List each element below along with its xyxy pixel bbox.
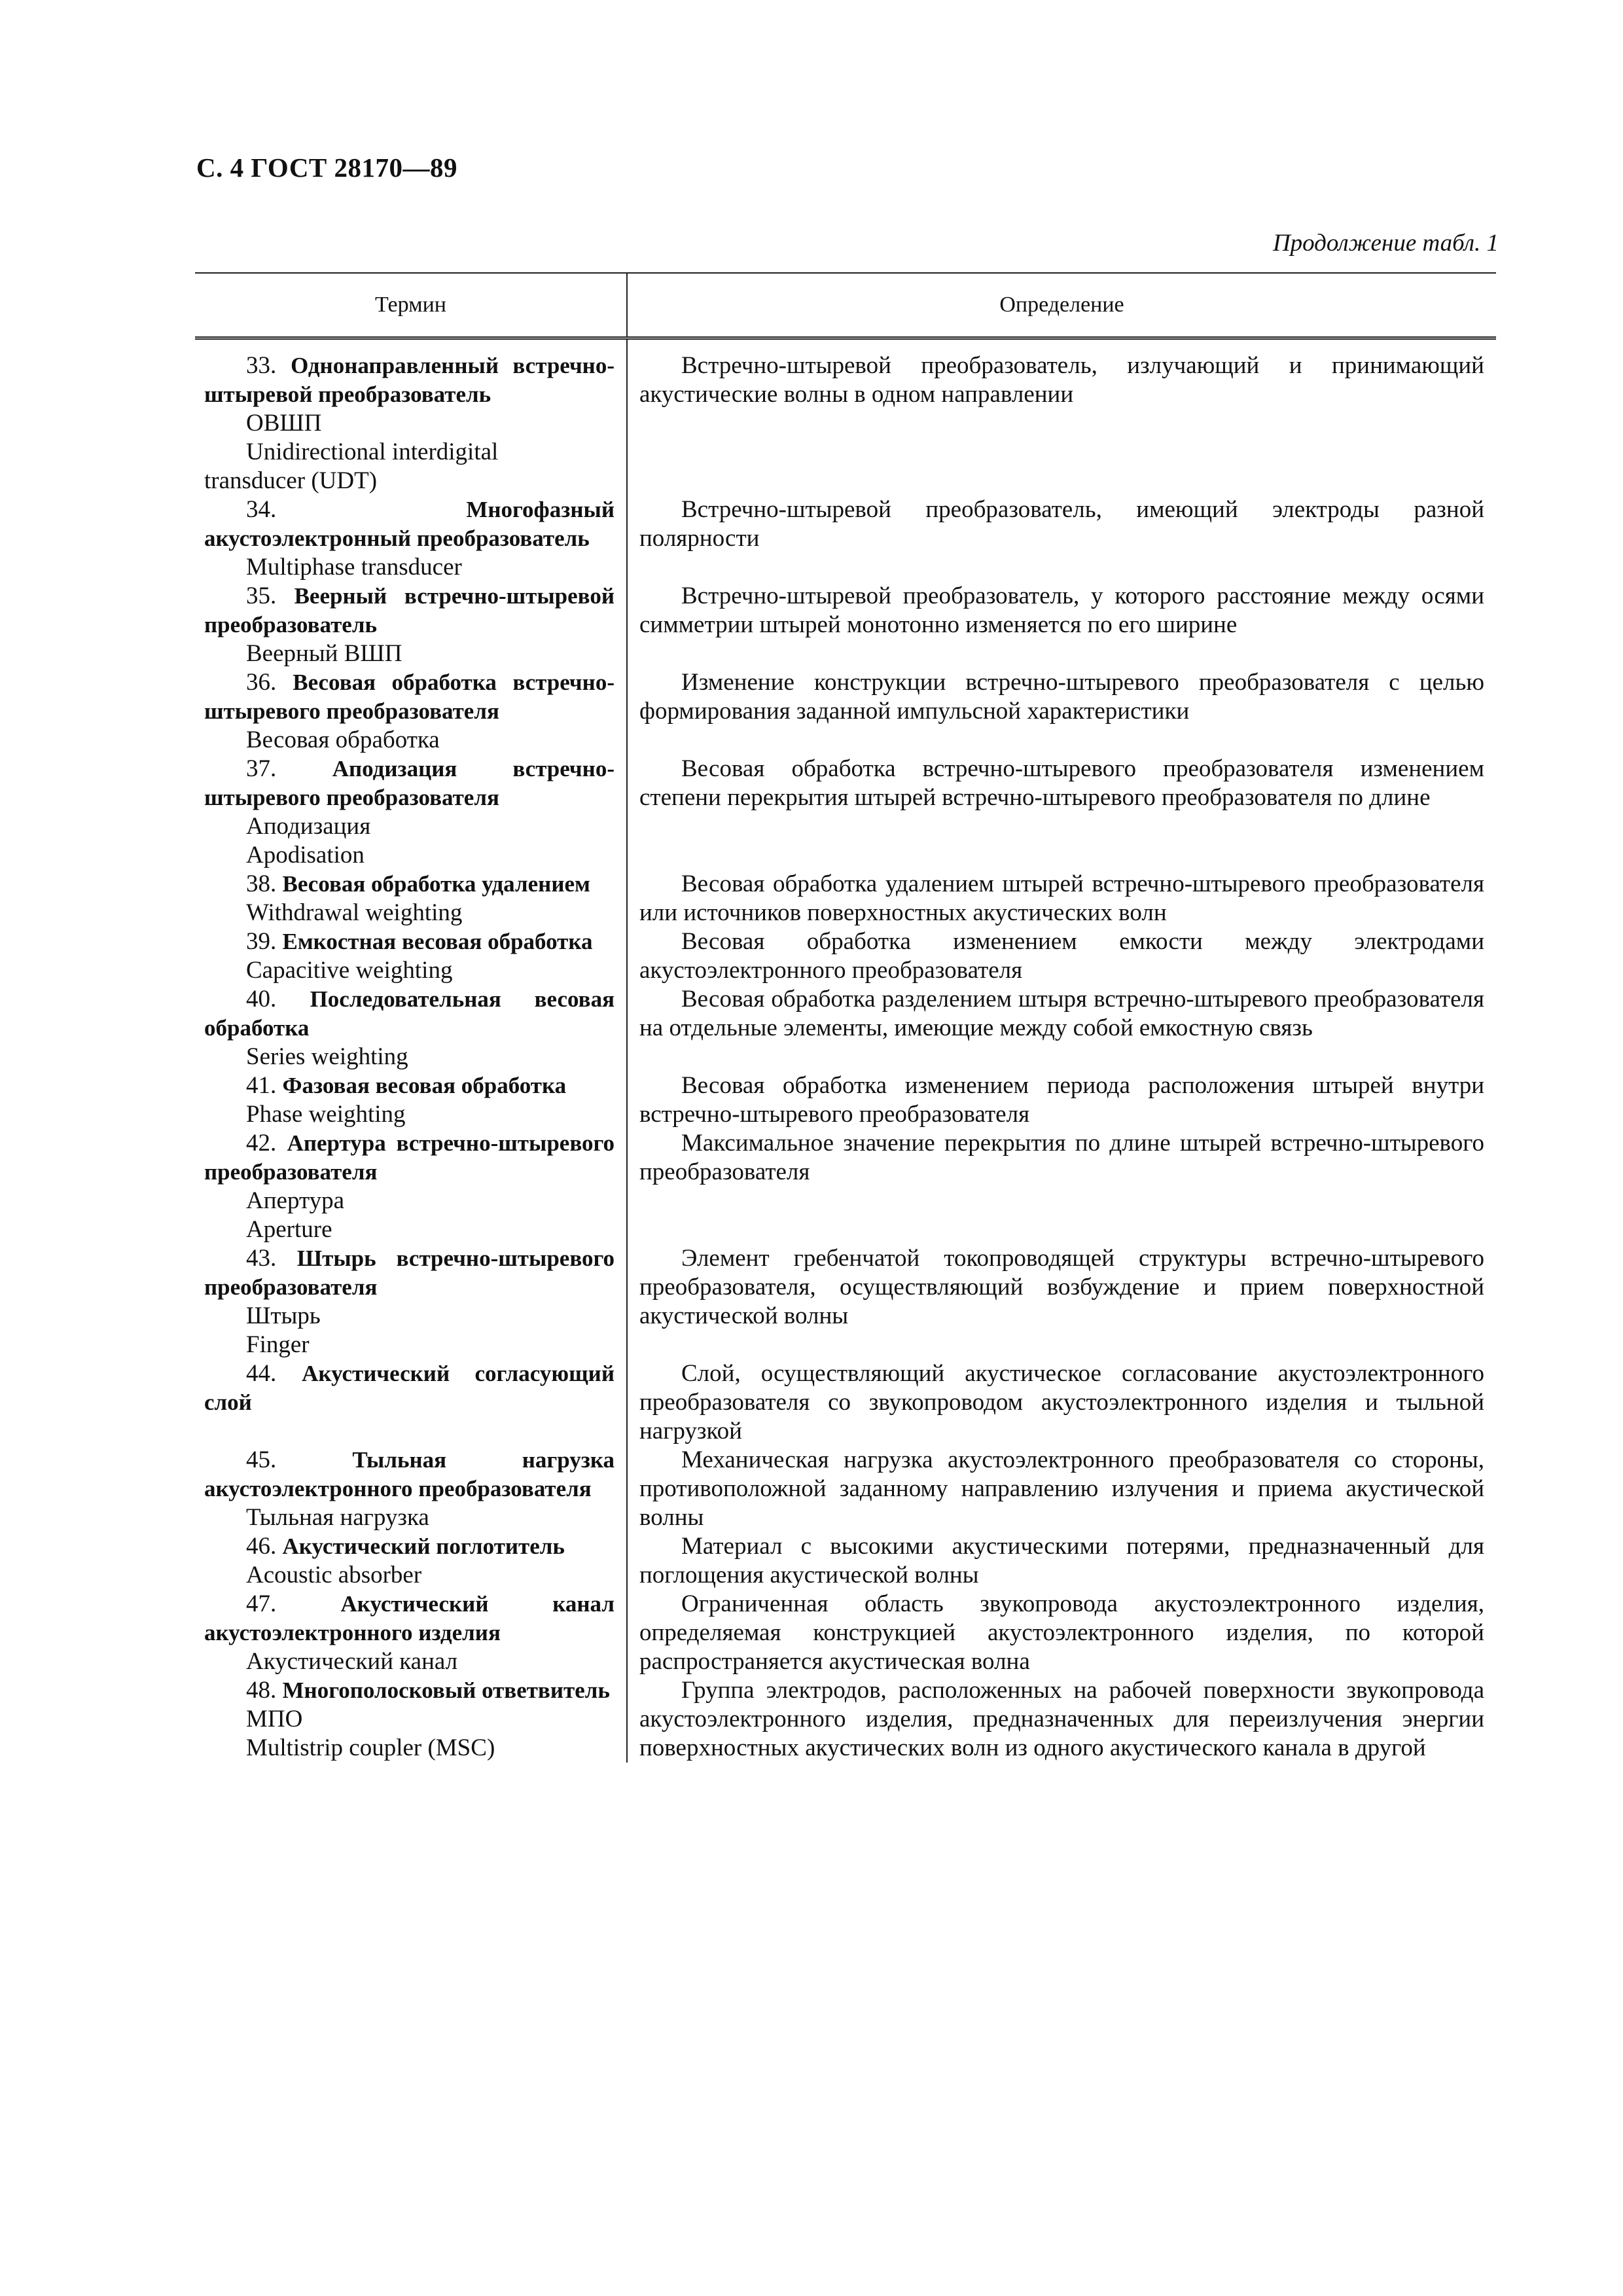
term-synonym: Аподизация [246,813,371,840]
term-name: Многофазный акустоэлектронный преобразователь [204,497,615,551]
table-row [195,927,1496,985]
term-heading [204,351,615,409]
term-name: Емкостная весовая обработка [282,929,593,954]
term-synonym: Acoustic absorber [246,1562,422,1588]
definition-cell: Весовая обработка удалением штырей встречно-штыревого преобразователя или источников поверхностных акустических волн [639,870,1484,926]
term-number: 42. [246,1130,277,1157]
table-row [195,1532,1496,1590]
term-name: Веерный встречно-штыревой преобразователь [204,583,615,637]
term-name: Весовая обработка встречно-штыревого преобразователя [204,670,615,724]
term-name: Акустический канал акустоэлектронного изделия [204,1591,615,1645]
table-row [195,1676,1496,1763]
term-cell [195,495,627,582]
term-synonym: Capacitive weighting [246,957,453,984]
term-number: 38. [246,870,277,897]
term-cell [195,985,627,1071]
term-cell [195,1129,627,1244]
term-synonym: Тыльная нагрузка [246,1504,429,1531]
term-name: Весовая обработка удалением [282,871,590,897]
definition-cell: Весовая обработка изменением емкости между электродами акустоэлектронного преобразователя [639,928,1484,984]
definition-cell: Встречно-штыревой преобразователь, излучающий и принимающий акустические волны в одном направлении [639,352,1484,408]
term-synonym: Акустический канал [246,1648,458,1675]
table-row [195,582,1496,668]
term-number: 33. [246,352,277,379]
definition-cell: Встречно-штыревой преобразователь, у которого расстояние между осями симметрии штырей монотонно изменяется по его ширине [639,583,1484,638]
term-synonym: Веерный ВШП [246,640,402,667]
term-heading [204,985,615,1043]
term-heading [204,927,615,956]
table-row [195,985,1496,1071]
term-synonym: Unidirectional interdigital [246,439,499,465]
term-name: Тыльная нагрузка акустоэлектронного преобразователя [204,1447,615,1501]
table-row [195,668,1496,755]
term-cell [195,1244,627,1359]
definition-cell: Группа электродов, расположенных на рабочей поверхности звукопровода акустоэлектронного изделия, предназначенных для переизлучения энергии поверхностных акустических волн из одного акустического канала в другой [639,1677,1484,1761]
column-header-term: Термин [195,273,627,338]
term-cell [195,1359,627,1446]
term-synonym: Finger [246,1331,310,1358]
table-row [195,870,1496,927]
term-heading [204,1071,615,1100]
term-synonym: МПО [246,1706,303,1732]
term-name: Фазовая весовая обработка [282,1073,567,1098]
term-cell [195,668,627,755]
definition-cell: Максимальное значение перекрытия по длине штырей встречно-штыревого преобразователя [639,1130,1484,1185]
term-name: Акустический согласующий слой [204,1361,615,1415]
term-cell [195,582,627,668]
page-header: С. 4 ГОСТ 28170—89 [196,152,458,183]
term-cell [195,1532,627,1590]
definition-cell: Ограниченная область звукопровода акустоэлектронного изделия, определяемая конструкцией акустоэлектронного изделия, по которой распространяется акустическая волна [639,1590,1484,1675]
term-number: 44. [246,1360,277,1387]
table-header-row [195,273,1496,338]
term-heading [204,870,615,899]
definition-cell: Встречно-штыревой преобразователь, имеющий электроды разной полярности [639,496,1484,552]
definition-cell: Весовая обработка разделением штыря встречно-штыревого преобразователя на отдельные элементы, имеющие между собой емкостную связь [639,986,1484,1041]
terms-table [195,272,1496,1763]
term-number: 36. [246,669,277,696]
term-heading [204,1244,615,1302]
term-number: 47. [246,1590,277,1617]
definition-cell: Изменение конструкции встречно-штыревого преобразователя с целью формирования заданной импульсной характеристики [639,669,1484,725]
definition-cell: Элемент гребенчатой токопроводящей структуры встречно-штыревого преобразователя, осуществляющий возбуждение и прием поверхностной акустической волны [639,1245,1484,1329]
term-name: Последовательная весовая обработка [204,986,615,1041]
term-cell [195,1446,627,1532]
term-name: Многополосковый ответвитель [282,1677,610,1703]
term-cell [195,870,627,927]
term-heading [204,1129,615,1187]
term-synonym: Apodisation [246,842,365,869]
term-synonym: Multiphase transducer [246,554,462,581]
term-synonym: transducer (UDT) [204,467,378,494]
term-cell [195,755,627,870]
table-row [195,338,1496,496]
term-heading [204,668,615,726]
table-row [195,755,1496,870]
term-synonym: Весовая обработка [246,726,440,753]
term-number: 43. [246,1245,277,1272]
table-body [195,338,1496,1763]
term-number: 46. [246,1533,277,1560]
term-name: Штырь встречно-штыревого преобразователя [204,1246,615,1300]
term-synonym: Withdrawal weighting [246,899,463,926]
table-row [195,1129,1496,1244]
term-name: Акустический поглотитель [282,1534,565,1559]
definition-cell: Весовая обработка изменением периода расположения штырей внутри встречно-штыревого преобразователя [639,1072,1484,1128]
term-heading [204,582,615,639]
term-number: 48. [246,1677,277,1704]
table-row [195,1071,1496,1129]
column-header-definition: Определение [627,273,1496,338]
term-number: 37. [246,755,277,782]
definition-cell: Материал с высокими акустическими потерями, предназначенный для поглощения акустической волны [639,1533,1484,1588]
term-heading [204,1532,615,1561]
term-synonym: Aperture [246,1216,332,1243]
term-number: 34. [246,496,277,523]
definition-cell: Слой, осуществляющий акустическое согласование акустоэлектронного преобразователя со звукопроводом акустоэлектронного изделия и тыльной нагрузкой [639,1360,1484,1444]
term-cell [195,1071,627,1129]
term-cell [195,1590,627,1676]
term-number: 41. [246,1072,277,1099]
term-heading [204,1590,615,1647]
term-synonym: Phase weighting [246,1101,406,1128]
term-number: 39. [246,928,277,955]
term-number: 35. [246,583,277,609]
definition-cell: Механическая нагрузка акустоэлектронного преобразователя со стороны, противоположной заданному направлению излучения и приема акустической волны [639,1446,1484,1531]
term-synonym: Апертура [246,1187,345,1214]
term-heading [204,1359,615,1417]
term-number: 45. [246,1446,277,1473]
table-continuation-label: Продолжение табл. 1 [1272,230,1499,257]
term-cell [195,338,627,496]
term-name: Аподизация встречно-штыревого преобразователя [204,756,615,810]
term-heading [204,495,615,553]
table-row [195,1590,1496,1676]
term-name: Апертура встречно-штыревого преобразователя [204,1130,615,1185]
table-row [195,1244,1496,1359]
term-synonym: Multistrip coupler (MSC) [246,1734,495,1761]
term-synonym: Series weighting [246,1043,408,1070]
table-row [195,1446,1496,1532]
term-heading [204,1446,615,1503]
term-cell [195,1676,627,1763]
table-row [195,1359,1496,1446]
term-synonym: Штырь [246,1302,321,1329]
table-row [195,495,1496,582]
term-cell [195,927,627,985]
term-synonym: ОВШП [246,410,322,437]
term-heading [204,755,615,812]
term-heading [204,1676,615,1705]
definition-cell: Весовая обработка встречно-штыревого преобразователя изменением степени перекрытия штырей встречно-штыревого преобразователя по длине [639,755,1484,811]
term-name: Однонаправленный встречно-штыревой преобразователь [204,353,615,407]
term-number: 40. [246,986,277,1013]
